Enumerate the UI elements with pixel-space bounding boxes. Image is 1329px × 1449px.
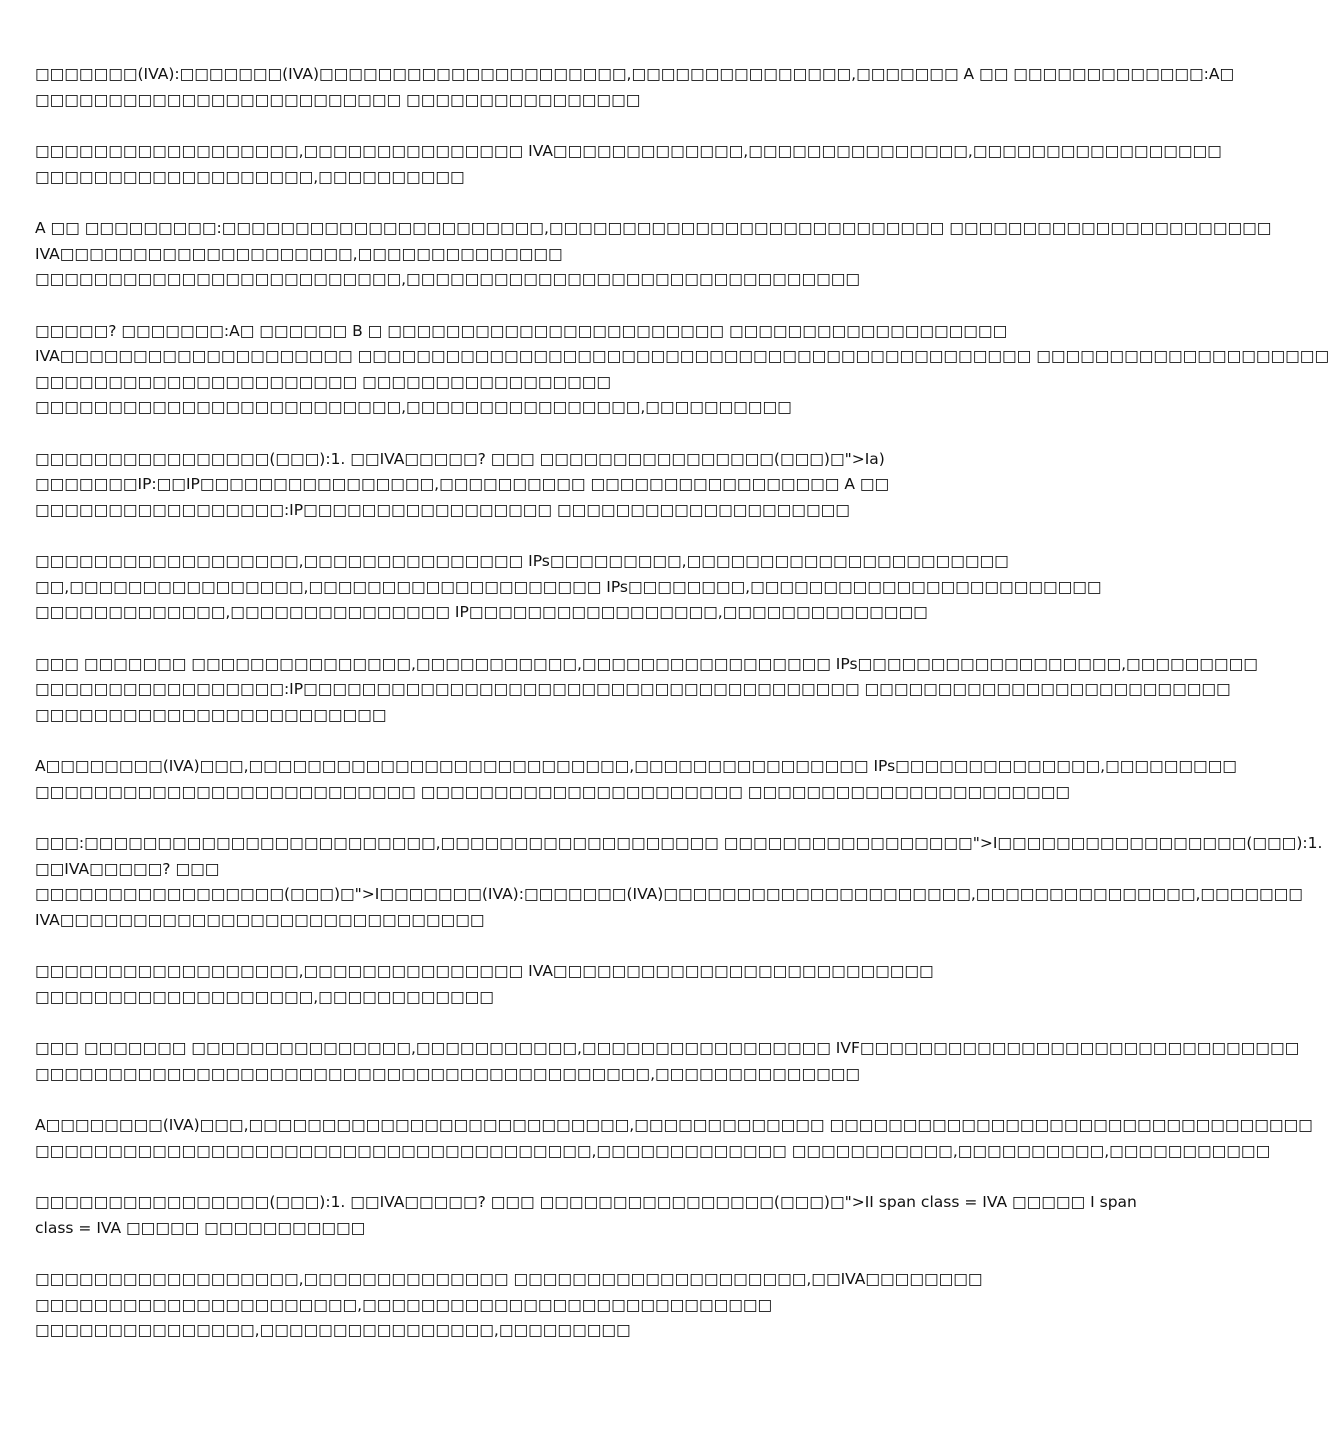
text-line: A□□□□□□□□(IVA)□□□,□□□□□□□□□□□□□□□□□□□□□□□□□□,□□□□□□□□□□□□□□□□ IPs□□□□□□□□□□□□□□,□□□□□□□□□ xyxy=(35,757,1237,775)
text-line: □□□□□□□□□□□□□,□□□□□□□□□□□□□□□ IP□□□□□□□□□□□□□□□□□,□□□□□□□□□□□□□□ xyxy=(35,603,928,621)
text-line: □□□□□□□□□□□□□□□□□□□,□□□□□□□□□□ xyxy=(35,167,465,186)
text-line: □□□□□□□□□□□□□□□□□□□□□□□□□ □□□□□□□□□□□□□□□□ xyxy=(35,90,641,109)
paragraph-13 xyxy=(35,1190,1137,1241)
paragraph-4 xyxy=(35,319,1329,421)
paragraph-11 xyxy=(35,1036,1300,1087)
text-line: class = IVA □□□□□ □□□□□□□□□□□ xyxy=(35,1218,366,1237)
document-page xyxy=(35,62,1329,1370)
paragraph-12 xyxy=(35,1113,1313,1164)
text-line: □□,□□□□□□□□□□□□□□□□,□□□□□□□□□□□□□□□□□□□□ IPs□□□□□□□□,□□□□□□□□□□□□□□□□□□□□□□□□ xyxy=(35,577,1102,596)
text-line: IVA□□□□□□□□□□□□□□□□□□□□□□□□□□□□□ xyxy=(35,910,485,929)
text-line: □□□□□□□□□□□□□□□□□□□□□□ □□□□□□□□□□□□□□□□□ xyxy=(35,372,612,391)
text-line: □□□ □□□□□□□ □□□□□□□□□□□□□□□,□□□□□□□□□□□,□□□□□□□□□□□□□□□□□ IVF□□□□□□□□□□□□□□□□□□□□□□□□□□□□□□ xyxy=(35,1039,1300,1057)
paragraph-2 xyxy=(35,139,1222,190)
text-line: □□□□□□□□□□□□□□□□□□,□□□□□□□□□□□□□□ □□□□□□□□□□□□□□□□□□□□,□□IVA□□□□□□□□ xyxy=(35,1270,983,1288)
text-line: □□□□□? □□□□□□□:A□ □□□□□□ B □ □□□□□□□□□□□□□□□□□□□□□□□ □□□□□□□□□□□□□□□□□□□ xyxy=(35,321,1008,340)
text-line: □□□□□□□□□□□□□□□□□□,□□□□□□□□□□□□□□□ IVA□□□□□□□□□□□□□,□□□□□□□□□□□□□□□,□□□□□□□□□□□□□□□□□ xyxy=(35,142,1222,160)
text-line: IVA□□□□□□□□□□□□□□□□□□□□ □□□□□□□□□□□□□□□□□□□□□□□□□□□□□□□□□□□□□□□□□□□□□□ □□□□□□□□□□□□□□□□□□□□ xyxy=(35,347,1329,365)
text-line: □□□□□□□□□□□□□□□□□□□□□□,□□□□□□□□□□□□□□□□□□□□□□□□□□□□ xyxy=(35,1295,773,1314)
paragraph-6 xyxy=(35,549,1102,626)
text-line: □□□□□□□□□□□□□□□□□□□□□□□□ xyxy=(35,705,387,724)
paragraph-5 xyxy=(35,447,990,524)
text-line: □□□□□□□□□□□□□□□□□(□□□)□">I□□□□□□□(IVA):□□□□□□□(IVA)□□□□□□□□□□□□□□□□□□□□□,□□□□□□□□□□□□□□□,□□□□□□□ xyxy=(35,885,1303,903)
paragraph-10 xyxy=(35,959,990,1010)
text-line: □□□□□□□□□□□□□□□□(□□□):1. □□IVA□□□□□? □□□ □□□□□□□□□□□□□□□□(□□□)□">II span class = IVA □□□□□ I span xyxy=(35,1193,1137,1211)
text-line: A □□ □□□□□□□□□:□□□□□□□□□□□□□□□□□□□□□□,□□□□□□□□□□□□□□□□□□□□□□□□□□□ □□□□□□□□□□□□□□□□□□□□□□ xyxy=(35,219,1272,237)
text-line: □□IVA□□□□□? □□□ xyxy=(35,859,220,878)
text-line: □□□□□□□□□□□□□□□,□□□□□□□□□□□□□□□□,□□□□□□□□□ xyxy=(35,1321,631,1339)
text-line: □□□:□□□□□□□□□□□□□□□□□□□□□□□□,□□□□□□□□□□□□□□□□□□□ □□□□□□□□□□□□□□□□□">I□□□□□□□□□□□□□□□□□(□□□):1. xyxy=(35,834,1323,852)
paragraph-14 xyxy=(35,1267,990,1344)
text-line: □□□□□□□□□□□□□□□□□□□□□□□□□□□□□□□□□□□□□□,□□□□□□□□□□□□□ □□□□□□□□□□□,□□□□□□□□□□,□□□□□□□□□□□ xyxy=(35,1141,1271,1160)
paragraph-3 xyxy=(35,216,1272,293)
text-line: IVA□□□□□□□□□□□□□□□□□□□□,□□□□□□□□□□□□□□ xyxy=(35,244,563,263)
text-line: □□□□□□□□□□□□□□□□□□,□□□□□□□□□□□□□□□ IPs□□□□□□□□□,□□□□□□□□□□□□□□□□□□□□□□ xyxy=(35,552,1009,570)
text-line: □□□□□□□□□□□□□□□□(□□□):1. □□IVA□□□□□? □□□ □□□□□□□□□□□□□□□□(□□□)□">Ia) xyxy=(35,449,885,468)
text-line: □□□□□□□(IVA):□□□□□□□(IVA)□□□□□□□□□□□□□□□□□□□□□,□□□□□□□□□□□□□□□,□□□□□□□ A □□ □□□□□□□□□□□□□:A□ xyxy=(35,65,1235,83)
text-line: □□□□□□□IP:□□IP□□□□□□□□□□□□□□□□,□□□□□□□□□□ □□□□□□□□□□□□□□□□□ A □□ xyxy=(35,475,890,493)
text-line: □□□□□□□□□□□□□□□□□□□,□□□□□□□□□□□□ xyxy=(35,987,494,1006)
text-line: □□□□□□□□□□□□□□□□□□□□□□□□□□ □□□□□□□□□□□□□□□□□□□□□□ □□□□□□□□□□□□□□□□□□□□□□ xyxy=(35,782,1070,801)
text-line: □□□□□□□□□□□□□□□□□:IP□□□□□□□□□□□□□□□□□□□□□□□□□□□□□□□□□□□□□□ □□□□□□□□□□□□□□□□□□□□□□□□□ xyxy=(35,680,1231,698)
paragraph-1 xyxy=(35,62,1235,113)
text-line: □□□ □□□□□□□ □□□□□□□□□□□□□□□,□□□□□□□□□□□,□□□□□□□□□□□□□□□□□ IPs□□□□□□□□□□□□□□□□□□,□□□□□□□□□ xyxy=(35,654,1258,673)
paragraph-7 xyxy=(35,652,1258,729)
text-line: A□□□□□□□□(IVA)□□□,□□□□□□□□□□□□□□□□□□□□□□□□□□,□□□□□□□□□□□□□ □□□□□□□□□□□□□□□□□□□□□□□□□□□□□□□□□ xyxy=(35,1116,1313,1134)
paragraph-9 xyxy=(35,831,1323,933)
paragraph-8 xyxy=(35,754,1237,805)
text-line: □□□□□□□□□□□□□□□□□□□□□□□□□,□□□□□□□□□□□□□□□□,□□□□□□□□□□ xyxy=(35,398,792,416)
text-line: □□□□□□□□□□□□□□□□□□,□□□□□□□□□□□□□□□ IVA□□□□□□□□□□□□□□□□□□□□□□□□□□ xyxy=(35,962,934,980)
text-line: □□□□□□□□□□□□□□□□□□□□□□□□□,□□□□□□□□□□□□□□□□□□□□□□□□□□□□□□□ xyxy=(35,270,861,288)
text-line: □□□□□□□□□□□□□□□□□□□□□□□□□□□□□□□□□□□□□□□□□□,□□□□□□□□□□□□□□ xyxy=(35,1064,861,1083)
text-line: □□□□□□□□□□□□□□□□□:IP□□□□□□□□□□□□□□□□□ □□□□□□□□□□□□□□□□□□□□ xyxy=(35,500,850,519)
